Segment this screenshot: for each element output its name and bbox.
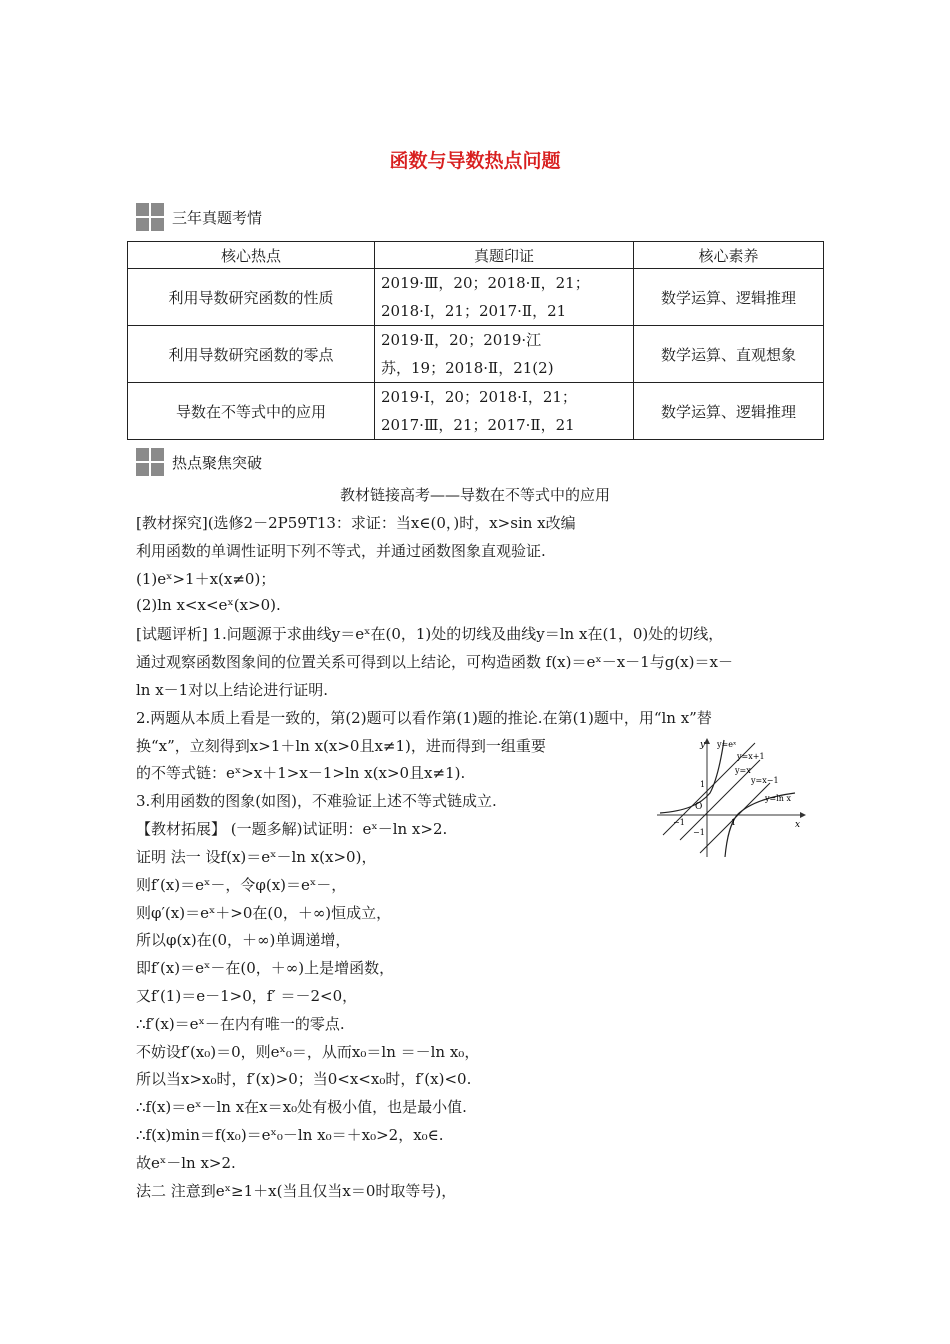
section-header-exam: [136, 203, 262, 231]
text-line: [试题评析] 1.问题源于求曲线y＝eˣ在(0，1)处的切线及曲线y＝ln x在(1，0)处的切线，: [136, 625, 724, 643]
proof-cell: 2019·Ⅲ，20；2018·Ⅱ，21； 2018·Ⅰ，21；2017·Ⅱ，21: [375, 269, 634, 326]
table-header: 核心热点: [128, 242, 375, 269]
text-line: ∴f(x)min＝f(x₀)＝eˣ₀－ln x₀＝＋x₀>2，x₀∈.: [136, 1126, 444, 1144]
grid-icon: [136, 203, 164, 231]
grid-icon: [136, 448, 164, 476]
subtitle: 教材链接高考——导数在不等式中的应用: [339, 486, 610, 504]
proof-cell: 2019·Ⅰ，20；2018·Ⅰ，21； 2017·Ⅲ，21；2017·Ⅱ，21: [375, 383, 634, 440]
yx-label: y=x: [735, 766, 751, 775]
table-row: [128, 269, 824, 326]
literacy-cell: 数学运算、逻辑推理: [634, 269, 824, 326]
text-line: ln x－1对以上结论进行证明.: [136, 681, 328, 699]
literacy-cell: 数学运算、直观想象: [634, 326, 824, 383]
page-title: 函数与导数热点问题: [389, 150, 561, 172]
text-line: 2.两题从本质上看是一致的，第(2)题可以看作第(1)题的推论.在第(1)题中，用“ln x”替: [136, 709, 712, 727]
text-line: 则f′(x)＝eˣ－，令φ(x)＝eˣ－，: [136, 876, 347, 894]
text-line: ∴f(x)＝eˣ－ln x在x＝x₀处有极小值，也是最小值.: [136, 1098, 467, 1116]
text-line: (1)eˣ>1＋x(x≠0)；: [136, 570, 276, 588]
text-line: 不妨设f′(x₀)＝0，则eˣ₀＝，从而x₀＝ln ＝－ln x₀，: [136, 1043, 480, 1061]
x-axis-label: x: [795, 820, 801, 830]
text-line: 所以φ(x)在(0，＋∞)单调递增，: [136, 931, 351, 949]
y-axis-label: y: [700, 740, 706, 750]
text-line: 【教材拓展】 (一题多解)试证明：eˣ－ln x>2.: [136, 820, 448, 838]
table-row: [128, 383, 824, 440]
function-graph: [655, 735, 810, 860]
text-line: 即f′(x)＝eˣ－在(0，＋∞)上是增函数，: [136, 959, 395, 977]
text-line: (2)ln x<x<eˣ(x>0).: [136, 596, 281, 614]
tick-label: 1: [731, 818, 737, 827]
text-line: 换“x”，立刻得到x>1＋ln x(x>0且x≠1)，进而得到一组重要: [136, 737, 546, 755]
topic-cell: 利用导数研究函数的性质: [128, 269, 375, 326]
text-line: 法二 注意到eˣ≥1＋x(当且仅当x＝0时取等号)，: [136, 1182, 457, 1200]
section-title: 三年真题考情: [172, 208, 263, 227]
text-line: 3.利用函数的图象(如图)，不难验证上述不等式链成立.: [136, 792, 497, 810]
exp-label: y=eˣ: [717, 740, 737, 749]
origin-label: O: [695, 802, 703, 812]
table-header: 核心素养: [634, 242, 824, 269]
table-header: 真题印证: [375, 242, 634, 269]
section-title: 热点聚焦突破: [172, 453, 263, 472]
text-line: 证明 法一 设f(x)＝eˣ－ln x(x>0)，: [136, 848, 377, 866]
xm1-label: y=x−1: [751, 776, 779, 785]
tick-label: −1: [673, 818, 685, 827]
topic-cell: 利用导数研究函数的零点: [128, 326, 375, 383]
text-line: [教材探究](选修2－2P59T13：求证：当x∈(0，)时，x>sin x改编: [136, 514, 576, 532]
text-line: 则φ′(x)＝eˣ＋>0在(0，＋∞)恒成立，: [136, 904, 392, 922]
tick-label: 1: [700, 780, 706, 789]
table-row: [128, 326, 824, 383]
text-line: 所以当x>x₀时，f′(x)>0；当0<x<x₀时，f′(x)<0.: [136, 1070, 472, 1088]
exp-curve: [660, 740, 724, 813]
topic-cell: 导数在不等式中的应用: [128, 383, 375, 440]
ln-label: y=ln x: [765, 794, 791, 803]
tick-label: −1: [693, 828, 705, 837]
text-line: 通过观察函数图象间的位置关系可得到以上结论，可构造函数 f(x)＝eˣ－x－1与g(x)＝x－: [136, 653, 733, 671]
core-table: [127, 241, 824, 440]
text-line: 故eˣ－ln x>2.: [136, 1154, 236, 1172]
text-line: ∴f′(x)＝eˣ－在内有唯一的零点.: [136, 1015, 345, 1033]
section-header-hotspot: [136, 448, 262, 476]
proof-cell: 2019·Ⅱ，20；2019·江 苏，19；2018·Ⅱ，21(2): [375, 326, 634, 383]
literacy-cell: 数学运算、逻辑推理: [634, 383, 824, 440]
xp1-label: y=x+1: [737, 752, 765, 761]
text-line: 的不等式链：eˣ>x＋1>x－1>ln x(x>0且x≠1).: [136, 764, 466, 782]
text-line: 又f′(1)＝e－1>0，f′ ＝－2<0，: [136, 987, 358, 1005]
text-line: 利用函数的单调性证明下列不等式，并通过函数图象直观验证.: [136, 542, 546, 560]
